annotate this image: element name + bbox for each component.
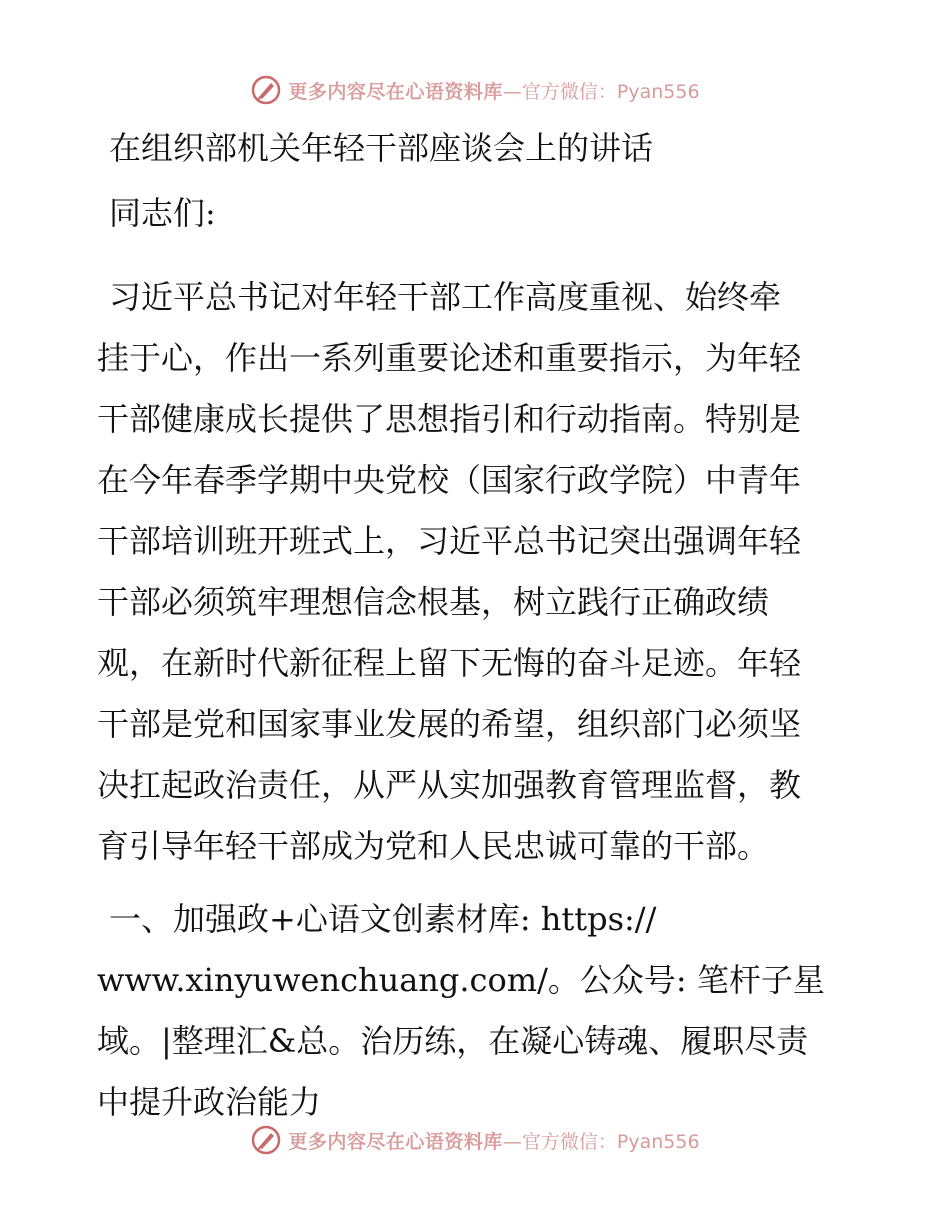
pen-feather-logo-icon [250,1124,282,1156]
paragraph-1 [97,267,849,877]
document-title: 在组织部机关年轻干部座谈会上的讲话 [109,129,654,167]
footer-watermark [0,1120,950,1160]
paragraph-line: 育引导年轻干部成为党和人民忠诚可靠的干部。 [97,827,770,865]
paragraph-line: 域。|整理汇&总。治历练，在凝心铸魂、履职尽责 [97,1022,809,1060]
watermark-brand-text: 更多内容尽在心语资料库 [288,80,503,103]
paragraph-line: 干部必须筑牢理想信念根基，树立践行正确政绩 [97,583,770,621]
watermark-contact-text: —官方微信：Pyan556 [502,1130,700,1153]
paragraph-line: 干部是党和国家事业发展的希望，组织部门必须坚 [97,705,802,743]
paragraph-line: 干部培训班开班式上，习近平总书记突出强调年轻 [97,522,802,560]
paragraph-2 [97,889,849,1133]
paragraph-line: 在今年春季学期中央党校（国家行政学院）中青年 [97,461,802,499]
watermark-contact-text: —官方微信：Pyan556 [502,80,700,103]
header-watermark [0,70,950,110]
paragraph-line: 中提升政治能力 [97,1083,322,1121]
salutation: 同志们: [109,194,216,232]
paragraph-line: 干部健康成长提供了思想指引和行动指南。特别是 [97,400,802,438]
paragraph-line: 一、加强政+心语文创素材库: https:// [109,900,657,938]
paragraph-line: www.xinyuwenchuang.com/。公众号: 笔杆子星 [97,961,825,999]
document-body [97,118,849,1133]
paragraph-line: 挂于心，作出一系列重要论述和重要指示，为年轻 [97,339,802,377]
pen-feather-logo-icon [250,74,282,106]
watermark-brand-text: 更多内容尽在心语资料库 [288,1130,503,1153]
paragraph-line: 习近平总书记对年轻干部工作高度重视、始终牵 [109,278,782,316]
paragraph-line: 观，在新时代新征程上留下无悔的奋斗足迹。年轻 [97,644,802,682]
paragraph-line: 决扛起政治责任，从严从实加强教育管理监督，教 [97,766,802,804]
